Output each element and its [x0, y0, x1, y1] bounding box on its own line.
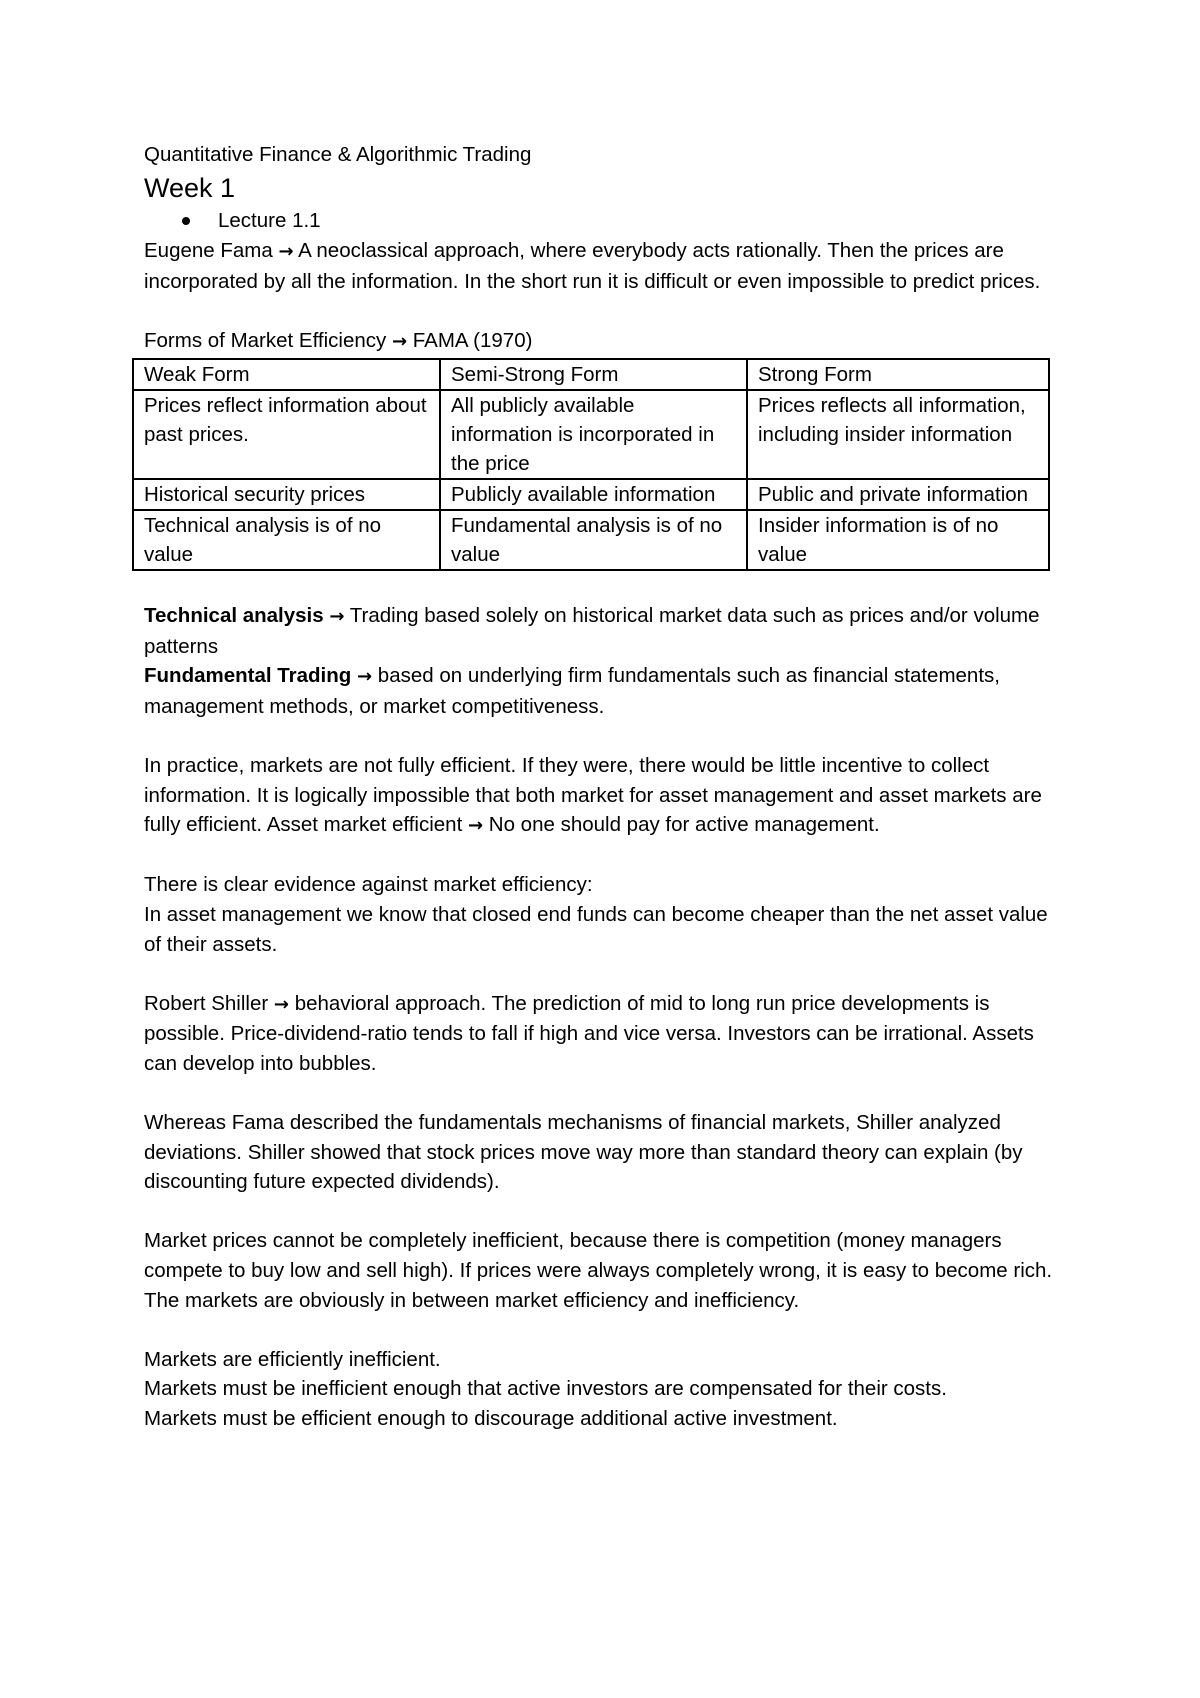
table-row: [133, 510, 1049, 570]
fundamental-trading-term: Fundamental Trading: [144, 664, 352, 688]
list-item: [144, 206, 1064, 236]
table-cell: Publicly available information: [440, 479, 747, 510]
fama-intro-paragraph: [144, 236, 1064, 296]
document-title: Quantitative Finance & Algorithmic Trading: [144, 143, 532, 166]
right-arrow-icon: →: [329, 605, 345, 627]
forms-caption-before: Forms of Market Efficiency: [144, 328, 387, 352]
table-cell: Insider information is of no value: [747, 510, 1049, 570]
spacer: [144, 571, 1064, 601]
lecture-list: [144, 206, 1064, 236]
shiller-name: Robert Shiller: [144, 991, 269, 1015]
shiller-text: behavioral approach. The prediction of mid to long run price developments is possible. Price-dividend-ratio tends to fall if high and vice versa. Investors can be irrational. Assets can develop into bubbles.: [144, 991, 1034, 1075]
spacer: [144, 721, 1064, 751]
evidence-paragraph: In asset management we know that closed end funds can become cheaper than the net asset value of their assets.: [144, 902, 1048, 956]
spacer: [144, 296, 1064, 326]
table-cell: Historical security prices: [133, 479, 440, 510]
table-header-cell: Weak Form: [133, 359, 440, 390]
spacer: [144, 959, 1064, 989]
spacer: [144, 1078, 1064, 1108]
spacer: [144, 841, 1064, 871]
document-page: [144, 140, 1064, 1434]
practice-text-before: In practice, markets are not fully efficient. If they were, there would be little incentive to collect information. It is logically impossible that both market for asset management and asset markets are fully efficient. Asset market efficient: [144, 753, 1042, 837]
technical-analysis-paragraph: [144, 601, 1064, 661]
table-cell: Fundamental analysis is of no value: [440, 510, 747, 570]
bullet-icon: [182, 217, 190, 225]
table-cell: All publicly available information is incorporated in the price: [440, 390, 747, 479]
right-arrow-icon: →: [357, 666, 373, 688]
technical-analysis-text: Trading based solely on historical market data such as prices and/or volume patterns: [144, 603, 1040, 658]
table-row: [133, 390, 1049, 479]
conclusion-line: Markets must be inefficient enough that active investors are compensated for their costs.: [144, 1377, 947, 1401]
table-cell: Prices reflect information about past prices.: [133, 390, 440, 479]
fama-name: Eugene Fama: [144, 239, 273, 262]
shiller-paragraph: [144, 989, 1064, 1079]
fundamental-trading-paragraph: [144, 661, 1064, 721]
spacer: [144, 1197, 1064, 1227]
table-header-row: [133, 359, 1049, 390]
right-arrow-icon: →: [391, 330, 408, 352]
week-heading: Week 1: [144, 173, 236, 203]
table-header-cell: Semi-Strong Form: [440, 359, 747, 390]
conclusion-line: Markets must be efficient enough to discourage additional active investment.: [144, 1407, 838, 1430]
conclusion-line: Markets are efficiently inefficient.: [144, 1347, 441, 1371]
technical-analysis-term: Technical analysis: [144, 603, 324, 627]
evidence-line: There is clear evidence against market efficiency:: [144, 873, 593, 897]
forms-caption: [144, 326, 1064, 357]
lecture-label: Lecture 1.1: [218, 209, 321, 232]
spacer: [144, 1315, 1064, 1345]
market-efficiency-table: [132, 358, 1050, 571]
right-arrow-icon: →: [273, 993, 289, 1015]
practice-paragraph: [144, 751, 1064, 841]
table-cell: Public and private information: [747, 479, 1049, 510]
forms-caption-after: FAMA (1970): [412, 328, 533, 352]
whereas-paragraph: Whereas Fama described the fundamentals mechanisms of financial markets, Shiller analyzed deviations. Shiller showed that stock prices move way more than standard theory can explain (by discounting future expected dividends).: [144, 1111, 1023, 1194]
practice-text-after: No one should pay for active management.: [488, 813, 880, 837]
table-cell: Technical analysis is of no value: [133, 510, 440, 570]
fundamental-trading-text: based on underlying firm fundamentals such as financial statements, management methods, or market competitiveness.: [144, 664, 1000, 718]
competition-paragraph: Market prices cannot be completely inefficient, because there is competition (money managers compete to buy low and sell high). If prices were always completely wrong, it is easy to become rich. The markets are obviously in between market efficiency and inefficiency.: [144, 1229, 1053, 1312]
table-cell: Prices reflects all information, including insider information: [747, 390, 1049, 479]
fama-intro-text: A neoclassical approach, where everybody acts rationally. Then the prices are incorporated by all the information. In the short run it is difficult or even impossible to predict prices.: [144, 239, 1041, 293]
table-row: [133, 479, 1049, 510]
table-header-cell: Strong Form: [747, 359, 1049, 390]
right-arrow-icon: →: [278, 241, 294, 262]
right-arrow-icon: →: [467, 815, 484, 837]
